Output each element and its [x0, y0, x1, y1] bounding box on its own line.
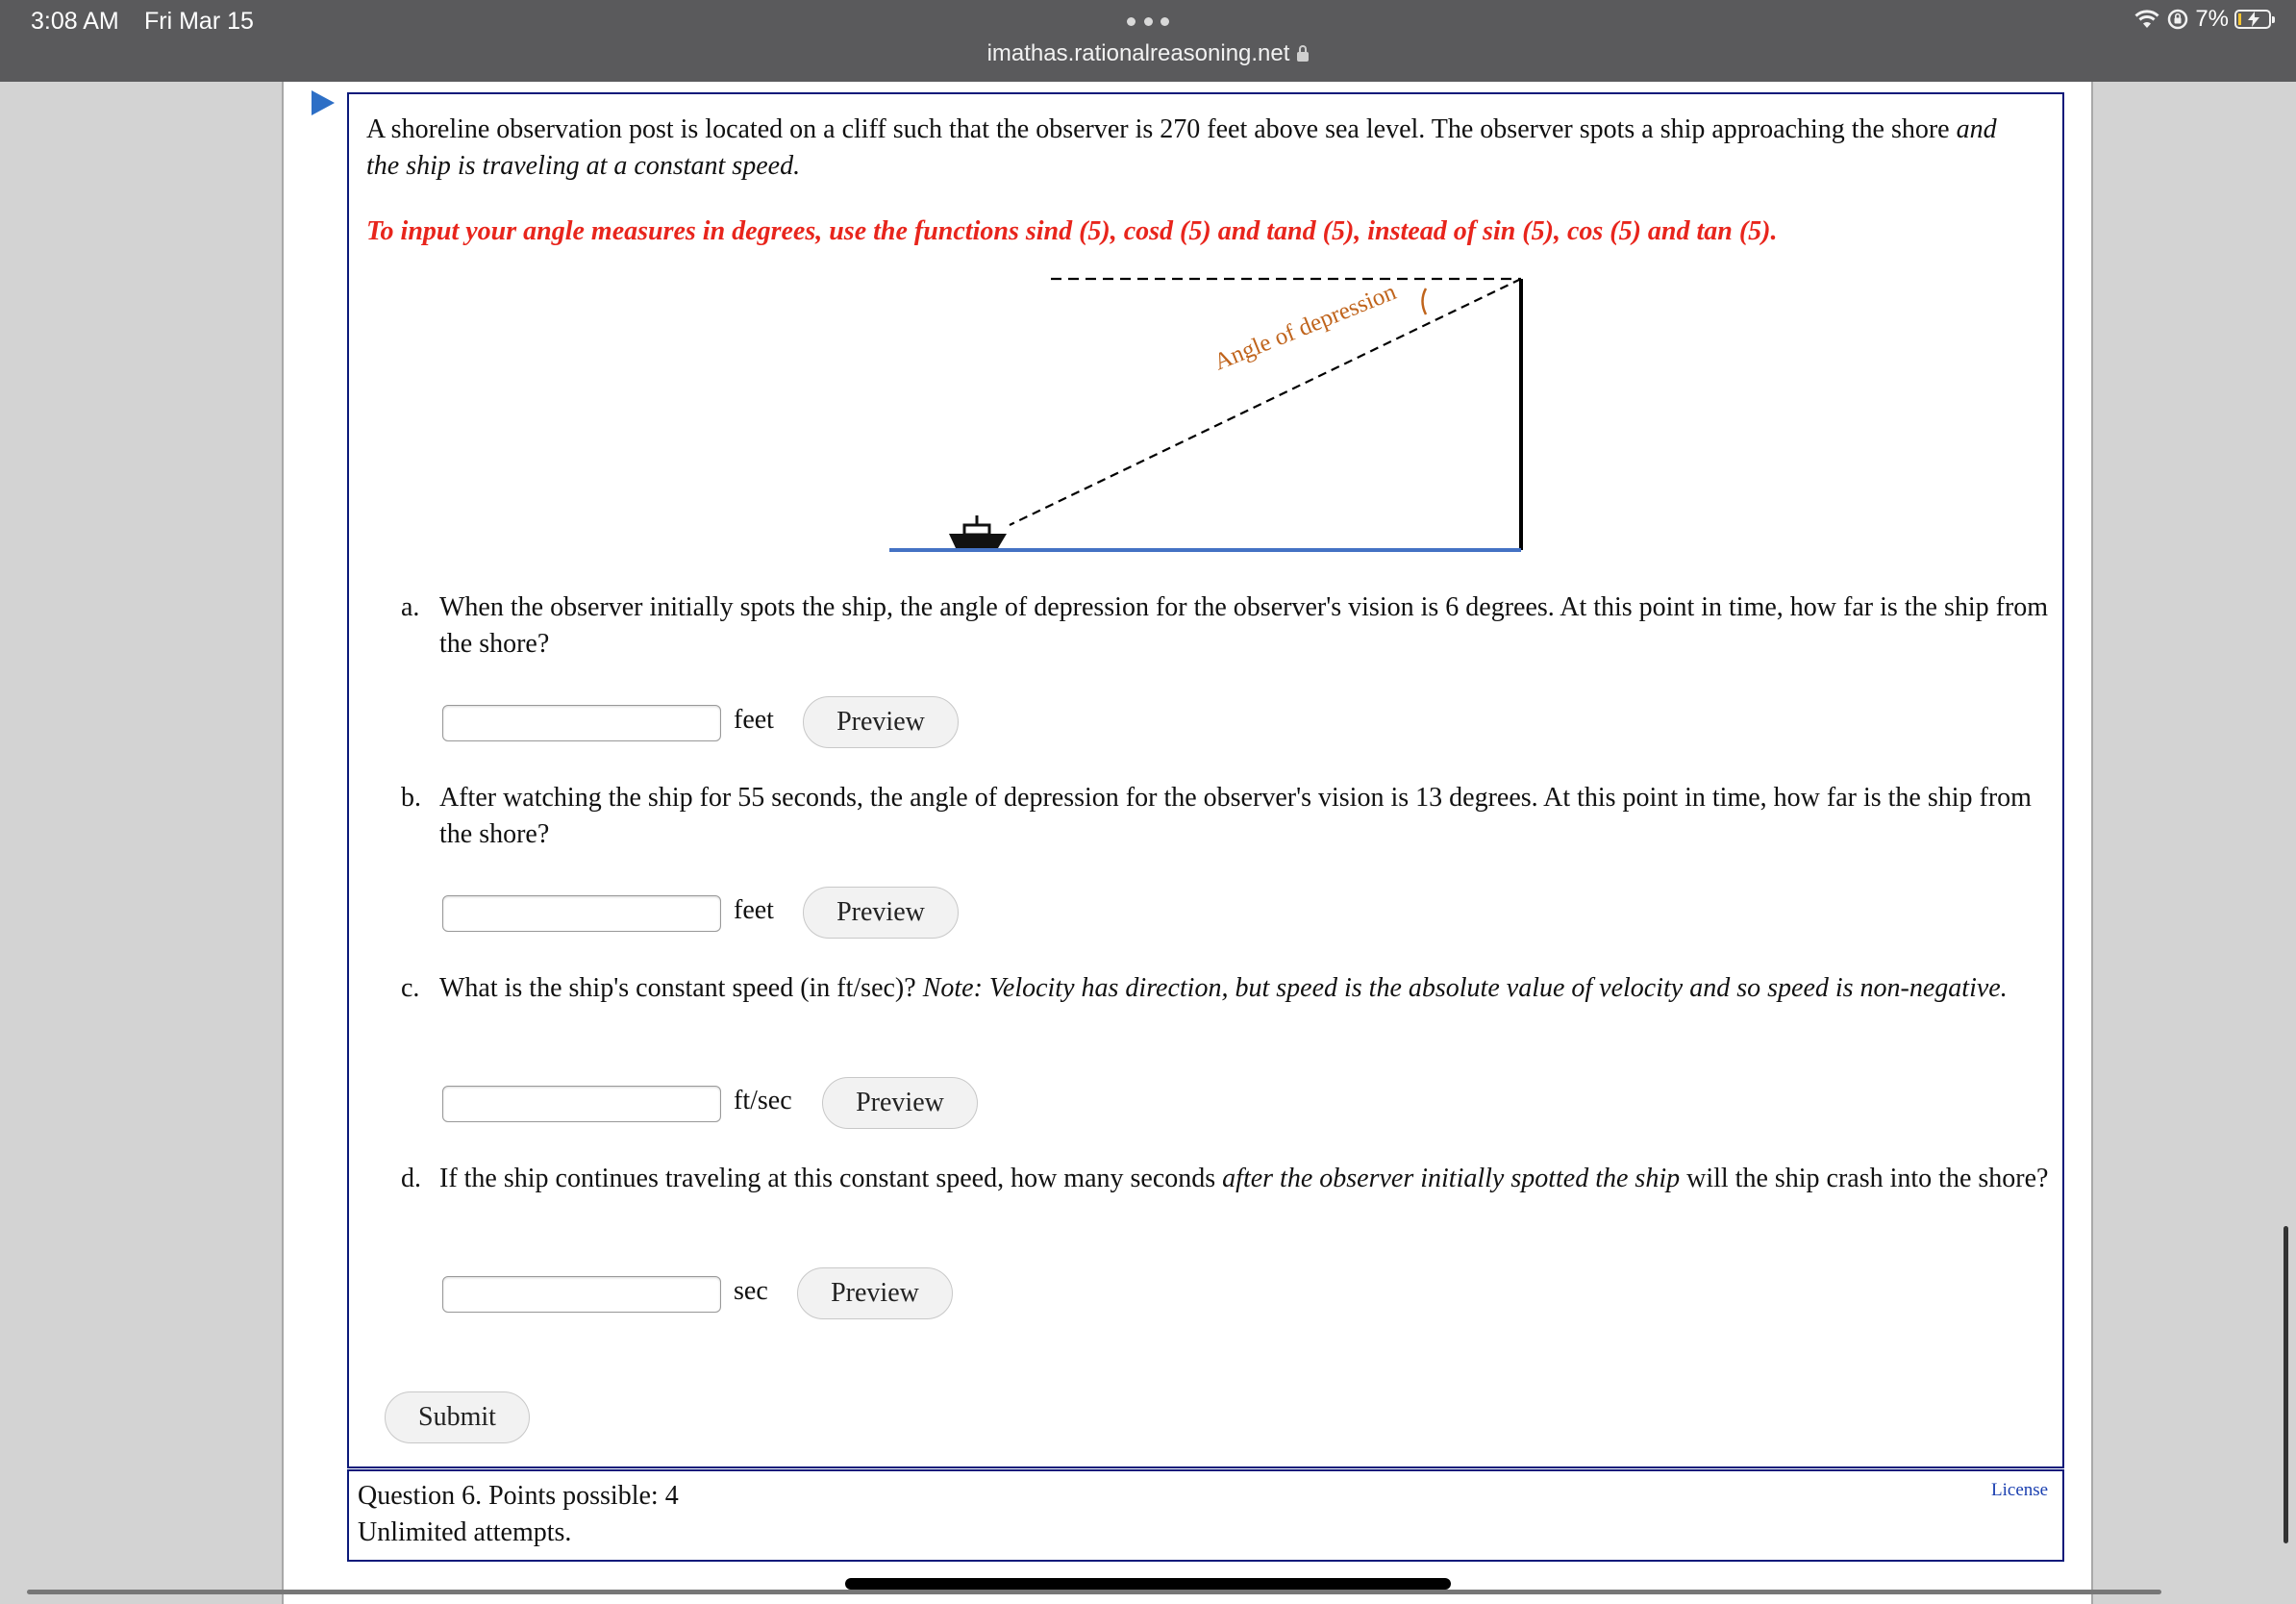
intro-plain-text: A shoreline observation post is located on a cliff such that the observer is 270 feet above sea level. The observer spots a ship approaching the shore [366, 114, 1957, 144]
attempts-text: Unlimited attempts. [358, 1517, 572, 1547]
browser-top-bar [0, 0, 2296, 82]
answer-input-d[interactable] [442, 1276, 721, 1313]
unit-label-a: feet [734, 705, 774, 735]
preview-button-c[interactable]: Preview [822, 1077, 978, 1129]
tab-overview-dots-icon[interactable] [1127, 17, 1169, 27]
part-text-wrap [439, 970, 2064, 1007]
points-possible: Question 6. Points possible: 4 [358, 1481, 679, 1511]
collapse-toggle-icon[interactable] [312, 90, 335, 115]
part-text-italic: after the observer initially spotted the ship [1222, 1164, 1681, 1193]
unit-label-b: feet [734, 895, 774, 925]
license-link[interactable]: License [1991, 1480, 2049, 1500]
part-text-wrap [439, 1161, 2064, 1197]
line-of-sight [1010, 279, 1521, 525]
part-text-end: will the ship crash into the shore? [1680, 1164, 2049, 1193]
ship-icon [949, 515, 1007, 548]
diagram-angle-label: Angle of depression [1210, 279, 1400, 376]
orientation-lock-icon [2166, 8, 2189, 31]
horizontal-scrollbar[interactable] [27, 1590, 2161, 1594]
preview-button-b[interactable]: Preview [803, 887, 959, 939]
question-intro [366, 112, 2020, 185]
part-text: What is the ship's constant speed (in ft/sec)? [439, 973, 923, 1003]
vertical-scrollbar[interactable] [2284, 1226, 2288, 1543]
status-indicators [2134, 6, 2271, 33]
answer-input-b[interactable] [442, 895, 721, 932]
answer-input-a[interactable] [442, 705, 721, 741]
status-time: 3:08 AM [31, 8, 119, 35]
intro-italic-text: and the ship is traveling at a constant speed. [366, 114, 1997, 181]
part-text: When the observer initially spots the ship, the angle of depression for the observer's vision is 6 degrees. At this point in time, how far is the ship from the shore? [439, 592, 2049, 659]
status-date: Fri Mar 15 [144, 8, 254, 35]
url-text: imathas.rationalreasoning.net [986, 40, 1290, 66]
angle-arc [1423, 288, 1427, 314]
submit-button[interactable]: Submit [385, 1391, 530, 1443]
part-letter: d. [401, 1164, 421, 1193]
part-letter: a. [401, 592, 420, 622]
battery-percent: 7% [2195, 6, 2229, 32]
instruction-text: To input your angle measures in degrees, use the functions sind (5), cosd (5) and tand (5), instead of sin (5), cos (5) and tan (5). [366, 216, 1778, 246]
part-text: If the ship continues traveling at this constant speed, how many seconds [439, 1164, 1223, 1193]
preview-button-a[interactable]: Preview [803, 696, 959, 748]
part-text: After watching the ship for 55 seconds, the angle of depression for the observer's vision is 13 degrees. At this point in time, how far is the ship from the shore? [439, 783, 2032, 849]
battery-level [2238, 13, 2241, 25]
lock-icon [1297, 52, 1309, 62]
home-indicator[interactable] [845, 1578, 1451, 1590]
part-note: Note: Velocity has direction, but speed is the absolute value of velocity and so speed is non-negative. [922, 973, 2008, 1003]
address-bar[interactable] [0, 40, 2296, 67]
battery-charging-icon [2234, 10, 2271, 29]
part-letter: b. [401, 783, 421, 813]
answer-input-c[interactable] [442, 1086, 721, 1122]
part-letter: c. [401, 973, 420, 1003]
unit-label-d: sec [734, 1276, 768, 1306]
unit-label-c: ft/sec [734, 1086, 792, 1115]
preview-button-d[interactable]: Preview [797, 1267, 953, 1319]
wifi-icon [2134, 9, 2160, 30]
angle-of-depression-diagram [875, 260, 1548, 567]
